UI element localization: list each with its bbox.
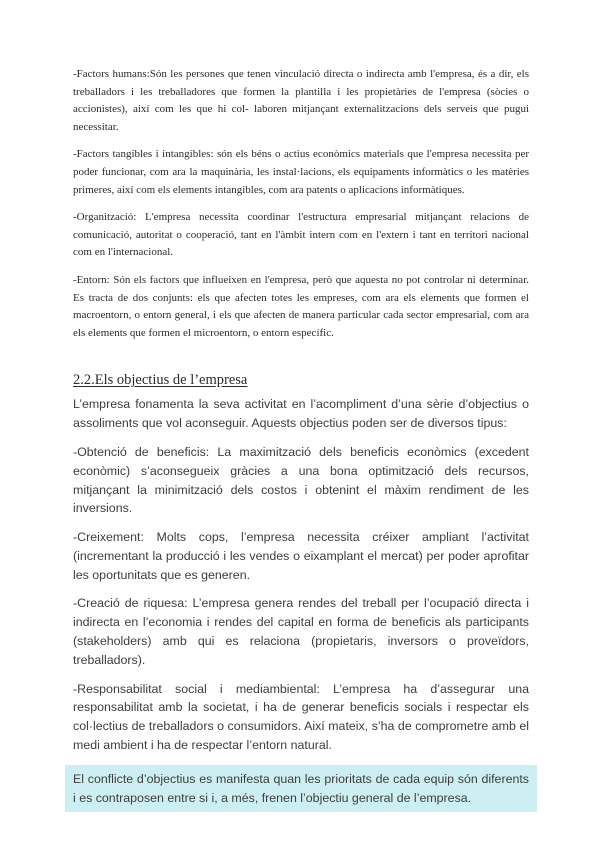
paragraph-responsabilitat: -Responsabilitat social i mediambiental: L’empresa ha d’assegurar una responsabilitat amb la societat, i ha de generar beneficis socials i respectar els col·lectius de treballadors o consumidors. Així mateix, s’ha de comprometre amb el medi ambient i ha de respectar l’entorn natural.	[73, 681, 529, 753]
paragraph-creacio-riquesa: -Creació de riquesa: L’empresa genera rendes del treball per l’ocupació directa i indirecta en l’economia i rendes del capital en forma de beneficis als participants (stakeholders) amb qui es relaciona (propietaris, inversors o proveïdors, treballadors).	[73, 596, 529, 667]
document-page	[73, 66, 529, 812]
paragraph-factors-tangibles: -Factors tangibles i intangibles: són els béns o actius econòmics materials que l'empresa necessita per poder funcionar, com ara la maquinària, les instal·lacions, els equipaments informàtics o les matèries primeres, així com els elements intangibles, com ara patents o aplicacions informàtiques.	[73, 148, 529, 196]
paragraph-factors-humans: -Factors humans:Són les persones que tenen vinculació directa o indirecta amb l'empresa, és a dir, els treballadors i les treballadores que formen la plantilla i les propietàries de l'empresa (sòcies o accionistes), així com les que hi col- laboren mitjançant externalitzacions dels serveis que pugui necessitar.	[73, 68, 529, 133]
callout-text: El conflicte d’objectius es manifesta quan les prioritats de cada equip són diferents i es contraposen entre si i, a més, frenen l’objectiu general de l’empresa.	[73, 771, 529, 805]
paragraph-obtencio-beneficis: -Obtenció de beneficis: La maximització dels beneficis econòmics (excedent econòmic) s’aconsegueix gràcies a una bona optimització dels recursos, mitjançant la minimització dels costos i obtenint el màxim rendiment de les inversions.	[73, 444, 529, 516]
paragraph-creixement: -Creixement: Molts cops, l’empresa necessita créixer ampliant l’activitat (incrementant la producció i les vendes o eixamplant el mercat) per poder aprofitar les oportunitats que es generen.	[73, 530, 529, 582]
paragraph-entorn: -Entorn: Són els factors que influeixen en l'empresa, però que aquesta no pot controlar ni determinar. Es tracta de dos conjunts: els que afecten totes les empreses, com ara els elements que formen el macroentorn, o entorn general, i els que afecten de manera particular cada sector empresarial, com ara els elements que formen el microentorn, o entorn específic.	[73, 273, 529, 339]
paragraph-intro-objectius: L’empresa fonamenta la seva activitat en l’acompliment d’una sèrie d’objectius o assoliments que vol aconseguir. Aquests objectius poden ser de diversos tipus:	[73, 397, 529, 431]
callout-box	[65, 765, 537, 813]
section-title: 2.2.Els objectius de l’empresa	[73, 372, 248, 389]
paragraph-organitzacio: -Organització: L'empresa necessita coordinar l'estructura empresarial mitjançant relacions de comunicació, autoritat o cooperació, tant en l'àmbit intern com en l'extern i tant en territori nacional com en l'internacional.	[73, 211, 529, 259]
